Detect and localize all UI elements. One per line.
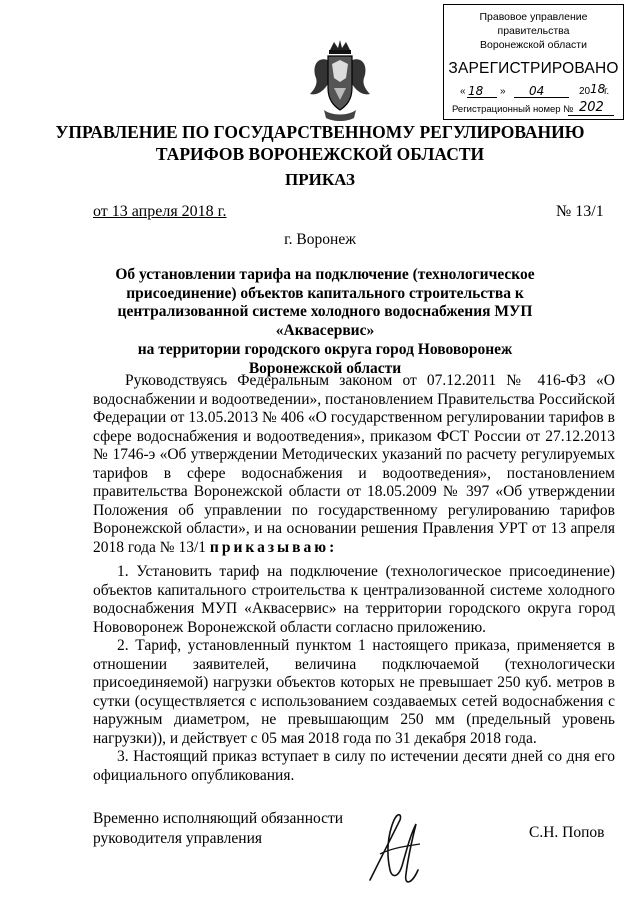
signer-name: С.Н. Попов	[529, 824, 605, 841]
order-item-2: 2. Тариф, установленный пунктом 1 настоящего приказа, применяется в отношении заявителей, величина подключаемой (технологически присоединяемой) нагрузки объектов которых не превышает 250 куб. метров в сутки (осуществляется с использованием создаваемых сетей водоснабжения с наружным диаметром, не превышающим 250 мм (предельный уровень нагрузки)), и действует с 05 мая 2018 года по 31 декабря 2018 года.	[93, 637, 615, 747]
order-item-3: 3. Настоящий приказ вступает в силу по истечении десяти дней со дня его официального опубликования.	[93, 748, 615, 784]
preamble-text: Руководствуясь Федеральным законом от 07.12.2011 № 416-ФЗ «О водоснабжении и водоотведении», постановлением Правительства Российской Федерации от 13.05.2013 № 406 «О государственном регулировании тарифов в сфере водоснабжения и водоотведения», приказом ФСТ России от 27.12.2013 № 1746-э «Об утверждении Методических указаний по расчету регулируемых тарифов в сфере водоснабжения и водоотведения», постановлением правительства Воронежской области от 18.05.2009 № 397 «Об утверждении Положения об управлении по государственному регулированию тарифов Воронежской области», и на основании решения Правления УРТ от 13 апреля 2018 года № 13/1	[93, 372, 615, 556]
order-items	[93, 563, 615, 785]
registration-stamp	[443, 4, 624, 120]
handwritten-signature	[350, 800, 440, 890]
stamp-date-day: 18	[468, 84, 484, 98]
department-name: УПРАВЛЕНИЕ ПО ГОСУДАРСТВЕННОМУ РЕГУЛИРОВАНИЮ ТАРИФОВ ВОРОНЕЖСКОЙ ОБЛАСТИ	[55, 122, 585, 164]
stamp-registered: ЗАРЕГИСТРИРОВАНО	[448, 60, 619, 77]
order-number: № 13/1	[556, 203, 604, 220]
order-date: от 13 апреля 2018 г.	[93, 203, 227, 220]
document-type: ПРИКАЗ	[285, 170, 355, 189]
city: г. Воронеж	[284, 231, 356, 248]
order-command: приказываю:	[209, 538, 338, 556]
stamp-date-month: 04	[529, 84, 545, 98]
stamp-organization: Правовое управление правительства Воронежской области	[479, 11, 588, 51]
preamble	[93, 372, 615, 557]
order-title: Об установлении тарифа на подключение (технологическое присоединение) объектов капитального строительства к централизованной системе холодного водоснабжения МУП «Аквасервис» на территории городского округа город Нововоронеж Воронежской области	[115, 266, 535, 377]
order-item-1: 1. Установить тариф на подключение (технологическое присоединение) объектов капитального строительства к централизованной системе холодного водоснабжения МУП «Аквасервис» на территории городского округа город Нововоронеж Воронежской области согласно приложению.	[93, 563, 615, 636]
stamp-reg-number: Регистрационный номер № 202	[444, 104, 623, 118]
stamp-reg-number-value: 202	[579, 100, 604, 115]
signer-position: Временно исполняющий обязанности руководителя управления	[93, 810, 344, 847]
stamp-date: « 18 » 04 20 18 г.	[460, 82, 610, 98]
coat-of-arms-icon	[308, 38, 372, 122]
stamp-date-year: 18	[590, 82, 606, 96]
